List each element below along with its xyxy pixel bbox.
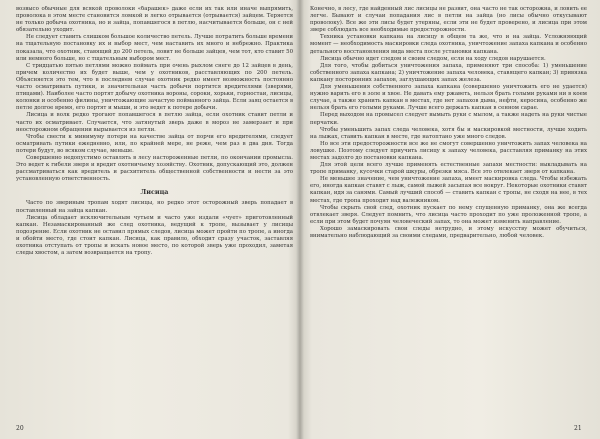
right-page — [310, 6, 587, 433]
paragraph: Чтобы уменьшить запах следа человека, хотя бы и маскировкой местности, лучше ходить на лыжах, ставить капкан в месте, где натоптано уже много следов. — [310, 126, 587, 140]
book-gutter — [296, 0, 304, 439]
paragraph: Хорошо замаскировать свои следы нетрудно, и этому искусству может обучиться, внимательно наблюдающий за своими следами, предварительно, любой человек. — [310, 225, 587, 239]
paragraph: Часто по звериным тропам ходят лисицы, но редко этот осторожный зверь попадает в поставленный на зайца капкан. — [16, 200, 293, 214]
paragraph: Совершенно недопустимо оставлять в лесу настороженные петли, по окончании промысла. Это ведет к гибели зверя и вредит охотничьему хозяйству. Охотник, допускающий это, должен рассматриваться как вредитель и расхититель общественной собственности и нести за это установленную ответственность. — [16, 154, 293, 183]
paragraph: Техника установки капкана на лисицу в общем та же, что и на зайца. Усложняющий момент — необходимость маскировки следа охотника, уничтожение запаха капкана и особенно детального восстановления вида места после установки капкана. — [310, 34, 587, 55]
paragraph: Но все эти предосторожности все же не смогут совершенно уничтожить запах человека на ловушке. Поэтому следует приучить лисицу к запаху человека, расставляя приманку на этих местах задолго до постановки капкана. — [310, 140, 587, 161]
paragraph: Не меньшее значение, чем уничтожение запаха, имеет маскировка следа. Чтобы избежать его, иногда капкан ставят с лыж, самой лыжей засыпая все вокруг. Некоторые охотники ставят капкан, идя за санями. Самый лучший способ — ставить капкан с тропы, не сходя на нее, в тех местах, где тропа проходит над валежником. — [310, 176, 587, 204]
paragraph: Для этой цели всего лучше применять естественные запахи местности: выкладывать на тропе приманку, кусочки старой шкуры, обрезки мяса. Все это отвлекает зверя от капкана. — [310, 162, 587, 176]
paragraph: Для уменьшения собственного запаха капкана (совершенно уничтожить его не удается) нужно варить его в золе и хвое. Не давать ему ржаветь, нельзя брать голыми руками ни в коем случае, а также хранить капкан в местах, где нет запахов дыма, нефти, керосина, особенно же нельзя брать его голыми руками. Лучше всего держать капкан в сенном сарае. — [310, 84, 587, 112]
paragraph: Для того, чтобы добиться уничтожения запаха, применяют три способа: 1) уменьшение собственного запаха капкана; 2) уничтожение запаха человека, ставящего капкан; 3) привязка капкану посторонних запахов, заглушающих запах железа. — [310, 62, 587, 83]
paragraph: Чтобы свести к минимуму потери на качестве зайца от порчи его вредителями, следует осматривать путики ежедневно, или, по крайней мере, не реже, чем раз в два дня. Тогда потери будут, во всяком случае, меньше. — [16, 133, 293, 154]
paragraph: Конечно, в лесу, где найденный лис лисицы не развит, она часто не так осторожна, и ловить ее легче. Бывают и случаи попадания лис в петли на зайца (но лисы обычно откусывают проволоку). Все же эти лисы будет утеряны, если эти не будет проверено, и лисица при этом звере соблюдать все необходимые предосторожности. — [310, 6, 587, 34]
paragraph: С тридцатью пятью петлями можно поймать при очень рыхлом снеге до 12 зайцев в день, причем количество их будет выше, чем у охотников, расставляющих по 200 петель. Объясняется это тем, что в последнем случае охотник редко имеет возможность постоянно часто осматривать путики, и значительная часть добычи портится вредителями (зверями, птицами). Наиболее часто портят добычу охотника вороны, сороки, хорьки, горностаи, лисицы, колонки и особенно филины, уничтожающие зачастую пойманного зайца. Если заяц остается в петле долгое время, его портят и мыши, и это ведет к потере добычи. — [16, 62, 293, 112]
paragraph: Не следует ставить слишком большое количество петель. Лучше потратить больше времени на тщательную постановку их и выбор мест, чем наставить их много и небрежно. Практика показала, что охотник, ставящий до 200 петель, ловит не больше зайцев, чем тот, кто ставит 50 или немного больше, но с тщательным выбором мест. — [16, 34, 293, 62]
paragraph: Лисица обладает исключительным чутьем и часто уже издали «чует» приготовленный капкан. Незамаскированный же след охотника, ведущий к тропе, вызывает у лисицы подозрение. Если охотник не оставил прямых следов, лисица может пройти по тропе, а иногда и обойти место, где стоит капкан. Лисица, как правило, обходит сразу участок, заставляя охотника отступать от тропы и искать новое место, по которой зверь уже проходил, заметая следы хвостом, а затем возвращается на тропу. — [16, 214, 293, 257]
left-page — [16, 6, 293, 433]
section-heading: Лисица — [140, 188, 169, 197]
page-number-left: 20 — [16, 425, 24, 432]
paragraph: возвысо обычные для всякой проволоки «барашек» даже если их так или иначе выпрямить, проволока в этом месте становится ломкой и легко отрывается (отрывается) зайцем. Теряется не только добыча охотника, но и зайца, попавшегося в петлю, насчитывается больше, он с ней обязательно уходит. — [16, 6, 293, 34]
paragraph: Чтобы скрыть свой след, охотник пускает по нему спущенную приманку, она же всегда отвлекает зверя. Следует помнить, что лисица часто проходит по уже проложенной тропе, а если при этом будет почуян человеческий запах, то она может изменить направление. — [310, 204, 587, 225]
page-number-right: 21 — [574, 425, 582, 432]
paragraph: Лисица обычно идет следом и своим следом, если на ходу следов нарушается. — [320, 55, 546, 62]
paragraph: Лисица и волк редко трогают попавшегося в петлю зайца, если охотник ставит петли и часто их осматривает. Случается, что затянутый зверь даже в мороз не замерзает и при неосторожном обращении вырывается из петли. — [16, 112, 293, 133]
paragraph: Перед выходом на промысел следует вымыть руки с мылом, а также надеть на руки чистые перчатки. — [310, 112, 587, 126]
